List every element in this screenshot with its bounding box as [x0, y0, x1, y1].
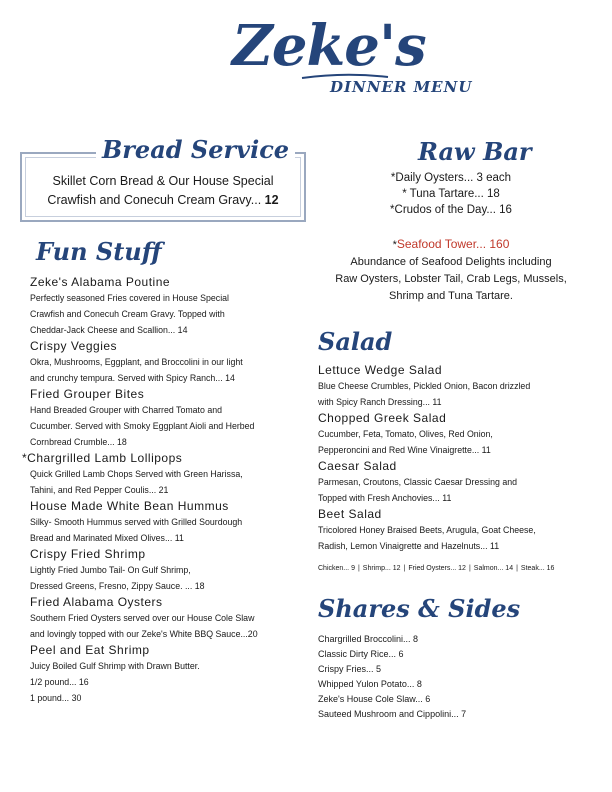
bread-service-line [28, 191, 298, 210]
addon-item: Shrimp... 12 [362, 565, 401, 572]
addon-item: Fried Oysters... 12 [408, 565, 466, 572]
menu-item-name: Fried Alabama Oysters [30, 595, 163, 609]
menu-item-desc: Tricolored Honey Braised Beets, Arugula, Goat Cheese, [318, 525, 536, 535]
addon-separator: | [516, 565, 518, 572]
menu-item-desc: Parmesan, Croutons, Classic Caesar Dressing and [318, 477, 517, 487]
menu-item [30, 338, 300, 386]
side-item: Whipped Yulon Potato... 8 [318, 679, 422, 689]
menu-item-desc: 1 pound... 30 [30, 693, 82, 703]
salad-list [318, 362, 598, 574]
menu-item-desc: Juicy Boiled Gulf Shrimp with Drawn Butter. [30, 661, 200, 671]
raw-bar-title: Raw Bar [418, 137, 532, 166]
menu-item-desc: Cucumber, Feta, Tomato, Olives, Red Onion, [318, 429, 493, 439]
menu-item-name: Crispy Veggies [30, 339, 118, 353]
menu-item-desc: Cornbread Crumble... 18 [30, 437, 127, 447]
shares-sides-list [318, 632, 598, 722]
bread-service-price: 12 [264, 193, 279, 207]
menu-item-name: Zeke's Alabama Poutine [30, 275, 171, 289]
menu-item-desc: 1/2 pound... 16 [30, 677, 89, 687]
menu-item-desc: Topped with Fresh Anchovies... 11 [318, 493, 452, 503]
addon-item: Salmon... 14 [473, 565, 514, 572]
seafood-tower-heading [316, 236, 586, 254]
side-item: Classic Dirty Rice... 6 [318, 649, 404, 659]
menu-item-name: Peel and Eat Shrimp [30, 643, 150, 657]
addon-item: Steak... 16 [520, 565, 555, 572]
menu-item-name: House Made White Bean Hummus [30, 499, 229, 513]
zekes-logo: Zeke's [232, 13, 426, 79]
raw-bar-item: *Crudos of the Day... 16 [390, 204, 512, 216]
menu-header [0, 10, 612, 100]
menu-item-name: Fried Grouper Bites [30, 387, 145, 401]
menu-item-name: Lettuce Wedge Salad [318, 363, 443, 377]
menu-item-name-text: Chargrilled Lamb Lollipops [27, 451, 183, 465]
salad-title: Salad [318, 327, 393, 356]
menu-item-name: Chopped Greek Salad [318, 411, 447, 425]
menu-item-desc: Southern Fried Oysters served over our House Cole Slaw [30, 613, 255, 623]
bread-service-title: Bread Service [96, 138, 295, 162]
menu-item-desc: Lightly Fried Jumbo Tail- On Gulf Shrimp, [30, 565, 191, 575]
side-item: Zeke's House Cole Slaw... 6 [318, 694, 431, 704]
menu-item-name: Beet Salad [318, 507, 382, 521]
addon-separator: | [403, 565, 406, 572]
shares-sides-title: Shares & Sides [318, 594, 521, 623]
menu-item-desc: Okra, Mushrooms, Eggplant, and Broccolini in our light [30, 357, 243, 367]
menu-item-desc: Quick Grilled Lamb Chops Served with Green Harissa, [30, 469, 243, 479]
side-item: Crispy Fries... 5 [318, 664, 382, 674]
bread-service-line-text: Crawfish and Conecuh Cream Gravy... [47, 193, 262, 207]
star-marker: * [22, 451, 28, 465]
addon-separator: | [357, 565, 360, 572]
menu-item-desc: Bread and Marinated Mixed Olives... 11 [30, 533, 184, 543]
menu-item-desc: Crawfish and Conecuh Cream Gravy. Topped with [30, 309, 225, 319]
menu-subtitle: DINNER MENU [330, 78, 473, 96]
raw-bar-item: *Daily Oysters... 3 each [390, 172, 512, 184]
side-item: Sauteed Mushroom and Cippolini... 7 [318, 709, 467, 719]
menu-item-desc: Hand Breaded Grouper with Charred Tomato and [30, 405, 223, 415]
raw-bar-item: * Tuna Tartare... 18 [402, 188, 500, 200]
bread-service-line: Skillet Corn Bread & Our House Special [52, 174, 274, 188]
menu-item-desc: Silky- Smooth Hummus served with Grilled Sourdough [30, 517, 243, 527]
menu-item [30, 274, 300, 338]
seafood-tower-desc: Shrimp and Tuna Tartare. [389, 290, 513, 302]
menu-item [30, 594, 300, 642]
menu-item [30, 546, 300, 594]
menu-item-name: Crispy Fried Shrimp [30, 547, 146, 561]
fun-stuff-title: Fun Stuff [36, 237, 162, 266]
star-marker: * [392, 239, 397, 251]
menu-item-desc: Tahini, and Red Pepper Coulis... 21 [30, 485, 169, 495]
menu-item [30, 642, 300, 706]
menu-item-name: Caesar Salad [318, 459, 397, 473]
menu-item [30, 498, 300, 546]
raw-bar-list [316, 170, 586, 218]
menu-item-desc: Blue Cheese Crumbles, Pickled Onion, Bacon drizzled [318, 381, 531, 391]
addon-item: Chicken... 9 [318, 565, 355, 572]
menu-item-name [22, 450, 300, 466]
menu-item-desc: Radish, Lemon Vinaigrette and Hazelnuts... 11 [318, 541, 500, 551]
menu-item-desc: and lovingly topped with our Zeke's White BBQ Sauce...20 [30, 629, 258, 639]
menu-item-desc: with Spicy Ranch Dressing... 11 [318, 397, 442, 407]
menu-item [318, 362, 598, 410]
menu-item [318, 410, 598, 458]
salad-addons [318, 564, 598, 574]
menu-item-desc: and crunchy tempura. Served with Spicy Ranch... 14 [30, 373, 235, 383]
menu-item [30, 386, 300, 450]
addon-separator: | [468, 565, 471, 572]
seafood-tower-desc: Abundance of Seafood Delights including [350, 256, 552, 268]
menu-item-desc: Cheddar-Jack Cheese and Scallion... 14 [30, 325, 188, 335]
menu-item [318, 458, 598, 506]
menu-item-desc: Pepperoncini and Red Wine Vinaigrette... 11 [318, 445, 491, 455]
side-item: Chargrilled Broccolini... 8 [318, 634, 419, 644]
menu-item-desc: Cucumber. Served with Smoky Eggplant Aioli and Herbed [30, 421, 255, 431]
fun-stuff-list [22, 274, 300, 706]
bread-service-description [28, 172, 298, 210]
seafood-tower-name: Seafood Tower... 160 [396, 237, 510, 251]
menu-item-desc: Dressed Greens, Fresno, Zippy Sauce. ... 18 [30, 581, 205, 591]
menu-item [22, 450, 300, 498]
menu-item [318, 506, 598, 554]
seafood-tower-desc: Raw Oysters, Lobster Tail, Crab Legs, Mussels, [335, 273, 567, 285]
menu-item-desc: Perfectly seasoned Fries covered in House Special [30, 293, 230, 303]
seafood-tower [316, 236, 586, 305]
